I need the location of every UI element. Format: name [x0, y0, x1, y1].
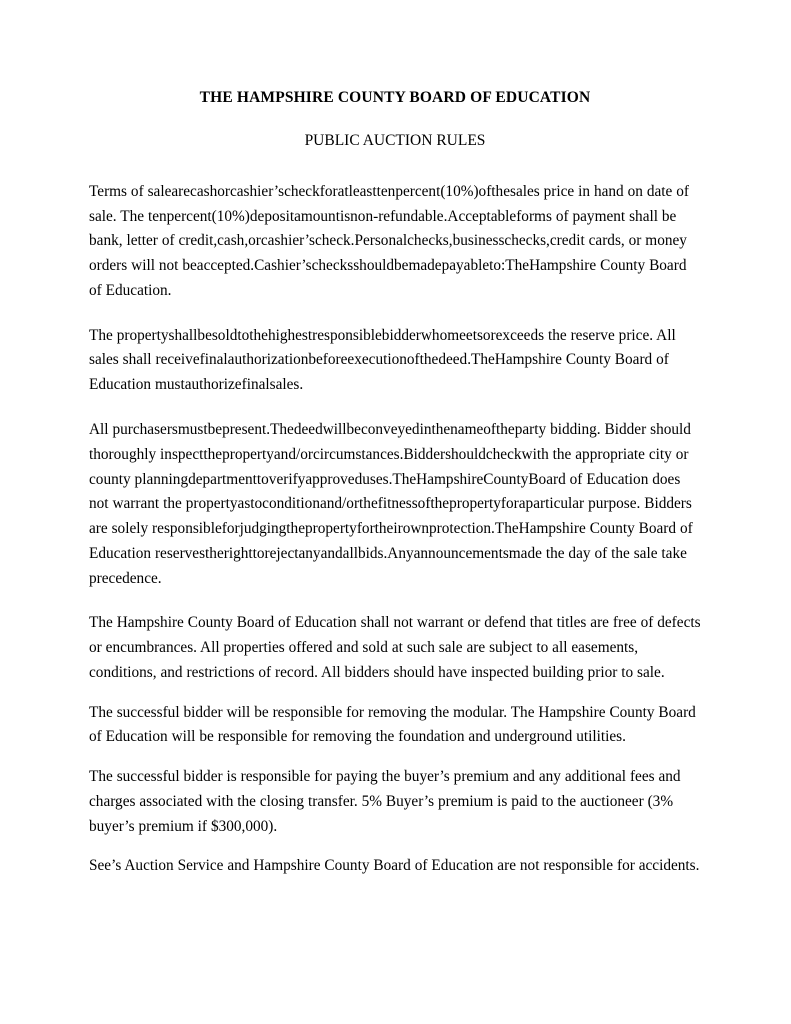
paragraph-terms-of-sale: Terms of salearecashorcashier’scheckforatleasttenpercent(10%)ofthesales price in hand on date of sale. The tenpercent(10%)depositamountisnon-refundable.Acceptableforms of payment shall be bank, letter of credit,cash,orcashier’scheck.Personalchecks,businesschecks,credit cards, or money orders will not beaccepted.Cashier’schecksshouldbemadepayableto:TheHampshire County Board of Education. [89, 182, 689, 299]
paragraph-title-warranty: The Hampshire County Board of Education shall not warrant or defend that titles are free of defects or encumbrances. All properties offered and sold at such sale are subject to all easements, conditions, and restrictions of record. All bidders should have inspected building prior to sale. [89, 614, 701, 681]
paragraph-modular-removal: The successful bidder will be responsible for removing the modular. The Hampshire County Board of Education will be responsible for removing the foundation and underground utilities. [89, 703, 696, 746]
document-body [89, 88, 701, 879]
paragraph-highest-bidder: The propertyshallbesoldtothehighestresponsiblebidderwhomeetsorexceeds the reserve price. All sales shall receivefinalauthorizationbeforeexecutionofthedeed.TheHampshire County Board of Education mustauthorizefinalsales. [89, 326, 676, 394]
paragraph-purchaser-requirements: All purchasersmustbepresent.Thedeedwillbeconveyedinthenameoftheparty bidding. Bidder should thoroughly inspectthepropertyand/orcircumstances.Biddershouldcheckwith the appropriate city or county planningdepartmenttoverifyapproveduses.TheHampshireCountyBoard of Education does not warrant the propertyastoconditionand/orthefitnessofthepropertyforaparticular purpose. Bidders are solely responsibleforjudgingthepropertyfortheirownprotection.TheHampshire County Board of Education reservestherighttorejectanyandallbids.Anyannouncementsmade the day of the sale take precedence. [89, 420, 693, 587]
paragraph-liability-disclaimer: See’s Auction Service and Hampshire County Board of Education are not responsible for accidents. [89, 857, 700, 875]
document-title: THE HAMPSHIRE COUNTY BOARD OF EDUCATION [199, 89, 591, 106]
paragraph-buyers-premium: The successful bidder is responsible for paying the buyer’s premium and any additional fees and charges associated with the closing transfer. 5% Buyer’s premium is paid to the auctioneer (3% buyer’s premium if $300,000). [89, 768, 681, 835]
document-subtitle: PUBLIC AUCTION RULES [304, 131, 486, 149]
